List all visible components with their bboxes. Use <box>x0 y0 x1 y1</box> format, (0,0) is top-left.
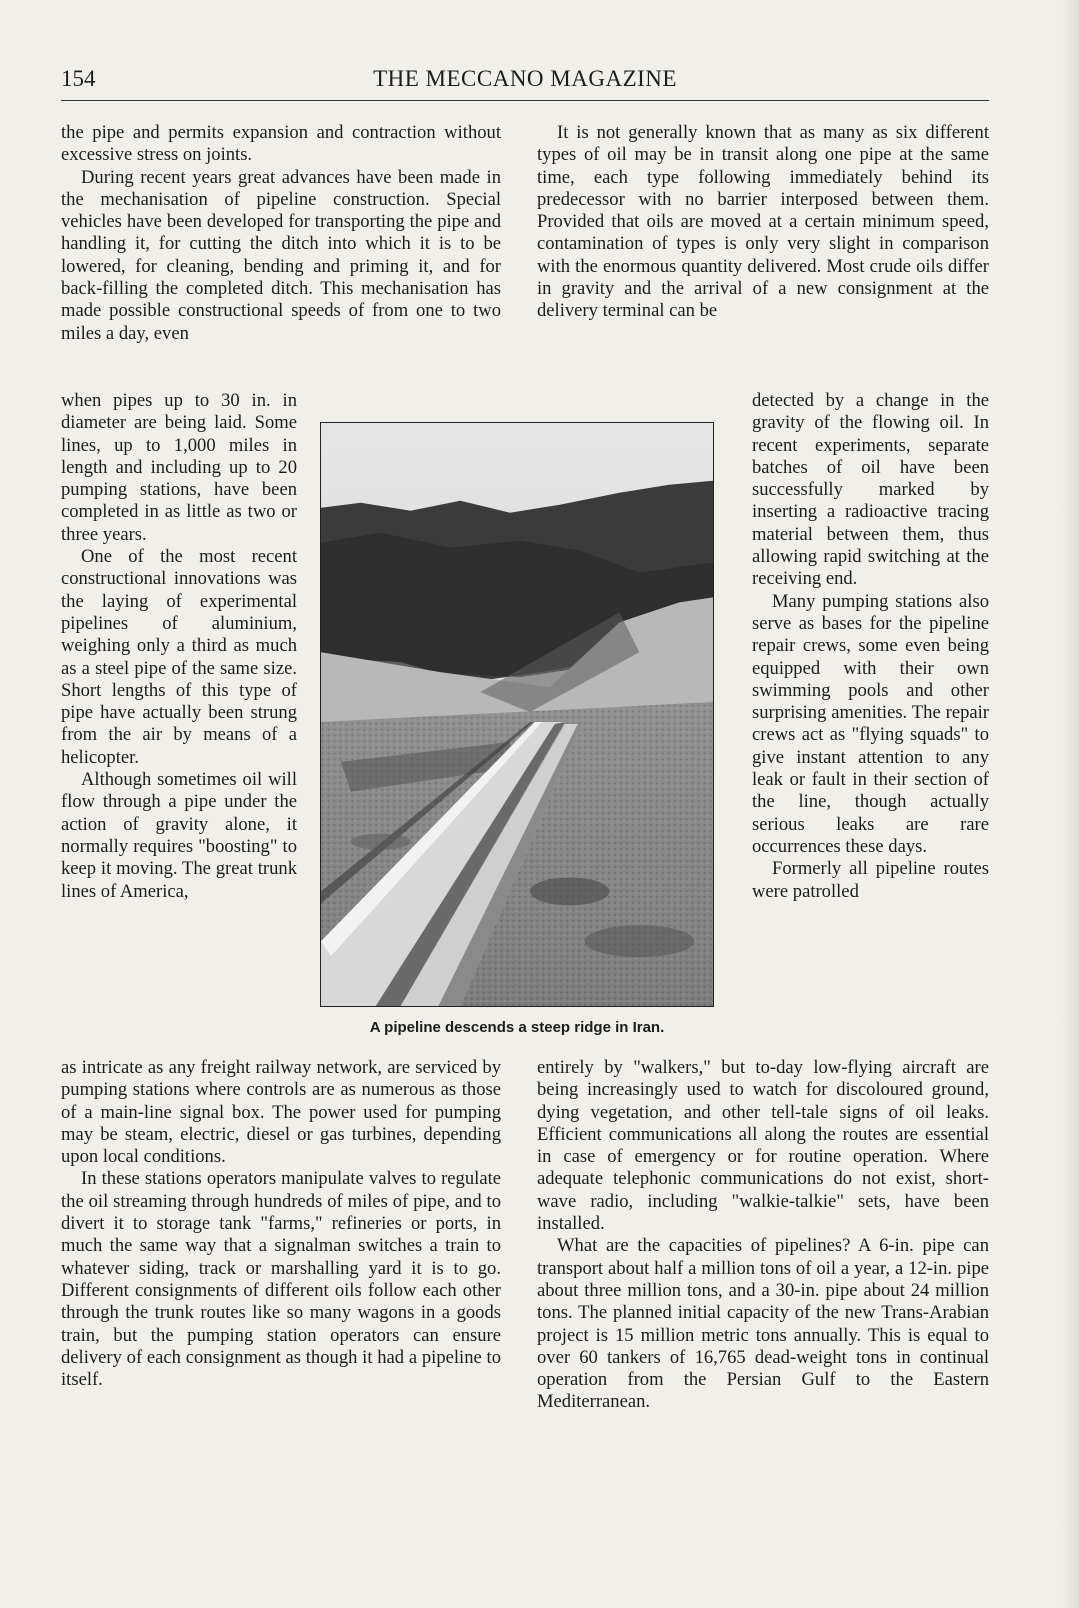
paragraph: One of the most recent constructional innovations was the laying of experimental pipelines of aluminium, weighing only a third as much as a steel pipe of the same size. Short lengths of this type of pipe have actually been strung from the air by means of a helicopter. <box>61 546 297 768</box>
paragraph: the pipe and permits expansion and contraction without excessive stress on joints. <box>61 122 501 166</box>
pipeline-photo <box>320 422 714 1007</box>
left-column-bottom <box>61 1057 501 1391</box>
paragraph: What are the capacities of pipelines? A 6-in. pipe can transport about half a million tons of oil a year, a 12-in. pipe about three million tons, and a 30-in. pipe about 24 million tons. The planned initial capacity of the new Trans-Arabian project is 15 million metric tons annually. This is equal to over 60 tankers of 16,765 dead-weight tons in continual operation from the Persian Gulf to the Eastern Mediterranean. <box>537 1235 989 1413</box>
paragraph: In these stations operators manipulate valves to regulate the oil streaming through hundreds of miles of pipe, and to divert it to storage tank "farms," refineries or ports, in much the same way that a signalman switches a train to whatever siding, track or marshalling yard it is to go. Different consignments of different oils follow each other through the trunk routes like so many wagons in a goods train, but the pumping station operators can ensure delivery of each consignment as though it had a pipeline to itself. <box>61 1168 501 1391</box>
paragraph: During recent years great advances have been made in the mechanisation of pipeline construction. Special vehicles have been developed for transporting the pipe and handling it, for cutting the ditch into which it is to be lowered, for cleaning, bending and priming it, and for back-filling the completed ditch. This mechanisation has made possible constructional speeds of from one to two miles a day, even <box>61 166 501 344</box>
photo-caption: A pipeline descends a steep ridge in Iran. <box>369 1019 665 1036</box>
paragraph: Many pumping stations also serve as bases for the pipeline repair crews, some even being equipped with their own swimming pools and other surprising amenities. The repair crews act as "flying squads" to give instant attention to any leak or fault in their section of the line, though actually serious leaks are rare occurrences these days. <box>752 590 989 857</box>
paragraph: Although sometimes oil will flow through a pipe under the action of gravity alone, it normally requires "boosting" to keep it moving. The great trunk lines of America, <box>61 769 297 902</box>
right-column-beside-figure <box>752 390 989 903</box>
pipeline-photo-illustration <box>321 423 713 1006</box>
paragraph: detected by a change in the gravity of the flowing oil. In recent experiments, separate batches of oil have been successfully marked by inserting a radioactive tracing material between them, thus allowing rapid switching at the receiving end. <box>752 390 989 590</box>
right-column-top <box>537 122 989 323</box>
left-column-beside-figure <box>61 390 297 903</box>
paragraph: when pipes up to 30 in. in diameter are being laid. Some lines, up to 1,000 miles in length and including up to 20 pumping stations, have been completed in as little as two or three years. <box>61 390 297 545</box>
paragraph: Formerly all pipeline routes were patrolled <box>752 858 989 902</box>
page-number: 154 <box>61 66 96 91</box>
magazine-title: THE MECCANO MAGAZINE <box>373 66 677 91</box>
page-edge-shadow <box>1061 0 1079 1608</box>
right-column-bottom <box>537 1057 989 1414</box>
paragraph: It is not generally known that as many as six different types of oil may be in transit along one pipe at the same time, each type following immediately behind its predecessor with no barrier interposed between them. Provided that oils are moved at a certain minimum speed, contamination of types is only very slight in comparison with the enormous quantity delivered. Most crude oils differ in gravity and the arrival of a new consignment at the delivery terminal can be <box>537 122 989 322</box>
header-rule <box>61 100 989 101</box>
paragraph: as intricate as any freight railway network, are serviced by pumping stations where controls are as numerous as those of a main-line signal box. The power used for pumping may be steam, electric, diesel or gas turbines, depending upon local conditions. <box>61 1057 501 1168</box>
page-header <box>61 66 989 96</box>
paragraph: entirely by "walkers," but to-day low-flying aircraft are being increasingly used to watch for discoloured ground, dying vegetation, and other tell-tale signs of oil leaks. Efficient communications all along the routes are essential in case of emergency or for routine operation. Where adequate telephonic communications do not exist, short-wave radio, including "walkie-talkie" sets, have been installed. <box>537 1057 989 1235</box>
left-column-top <box>61 122 501 345</box>
